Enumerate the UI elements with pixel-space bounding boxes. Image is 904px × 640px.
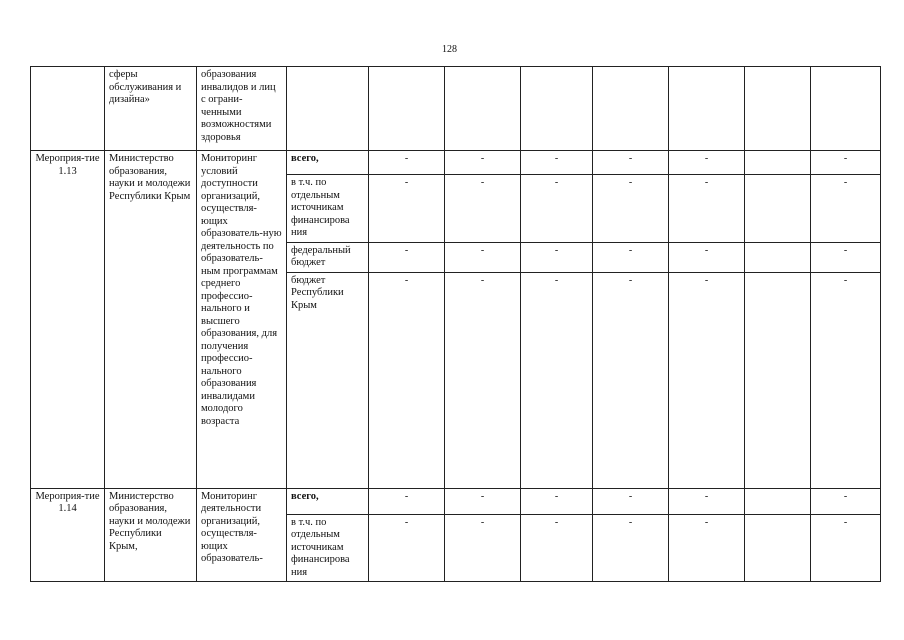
measure-cell [31,67,105,151]
value-cell [745,514,811,582]
value-cell: - [521,242,593,272]
value-cell: - [669,175,745,243]
value-cell: - [811,151,881,175]
value-cell: - [369,175,445,243]
value-cell [811,67,881,151]
value-cell: - [811,272,881,488]
measure-name-cell: Мониторинг деятельности организаций, осуществля-ющих образователь- [197,488,287,582]
value-cell: - [521,151,593,175]
funding-source-cell: федеральный бюджет [287,242,369,272]
responsible-org-cell: Министерство образования, науки и молодежи Республики Крым [105,151,197,489]
value-cell: - [369,242,445,272]
value-cell: - [593,175,669,243]
value-cell [745,488,811,514]
value-cell: - [669,514,745,582]
value-cell [521,67,593,151]
value-cell: - [445,175,521,243]
value-cell: - [593,151,669,175]
value-cell: - [593,242,669,272]
program-table [30,66,880,582]
value-cell: - [445,242,521,272]
funding-source-cell: бюджет Республики Крым [287,272,369,488]
table-row [31,151,881,175]
value-cell: - [369,151,445,175]
value-cell [745,151,811,175]
value-cell: - [521,272,593,488]
responsible-org-cell: Министерство образования, науки и молодежи Республики Крым, [105,488,197,582]
value-cell: - [593,514,669,582]
value-cell [445,67,521,151]
value-cell: - [811,514,881,582]
value-cell: - [369,272,445,488]
value-cell [593,67,669,151]
value-cell: - [811,175,881,243]
value-cell: - [521,488,593,514]
measure-name-cell: Мониторинг условий доступности организаций, осуществля-ющих образователь-ную деятельность по образователь-ным программам среднего профессио-нального и высшего образования, для получения профессио-нального образования инвалидами молодого возраста [197,151,287,489]
measure-name-cell: образования инвалидов и лиц с ограни-ченными возможностями здоровья [197,67,287,151]
value-cell [745,175,811,243]
value-cell: - [669,242,745,272]
value-cell: - [811,242,881,272]
value-cell: - [445,151,521,175]
value-cell [369,67,445,151]
value-cell [745,272,811,488]
funding-source-cell [287,67,369,151]
value-cell: - [669,272,745,488]
value-cell: - [669,488,745,514]
value-cell [745,67,811,151]
value-cell: - [445,514,521,582]
value-cell: - [445,272,521,488]
value-cell: - [593,272,669,488]
funding-source-cell: в т.ч. по отдельным источникам финансирова ния [287,514,369,582]
value-cell: - [669,151,745,175]
value-cell [669,67,745,151]
measure-cell: Мероприя-тие 1.13 [31,151,105,489]
value-cell: - [369,514,445,582]
table-body [31,67,881,582]
responsible-org-cell: сферы обслуживания и дизайна» [105,67,197,151]
table-row [31,67,881,151]
value-cell [745,242,811,272]
value-cell: - [445,488,521,514]
table-row [31,488,881,514]
page-number: 128 [442,44,457,55]
value-cell: - [521,175,593,243]
value-cell: - [593,488,669,514]
measure-cell: Мероприя-тие 1.14 [31,488,105,582]
value-cell: - [811,488,881,514]
value-cell: - [521,514,593,582]
funding-source-cell: всего, [287,488,369,514]
funding-source-cell: всего, [287,151,369,175]
value-cell: - [369,488,445,514]
funding-source-cell: в т.ч. по отдельным источникам финансирова ния [287,175,369,243]
